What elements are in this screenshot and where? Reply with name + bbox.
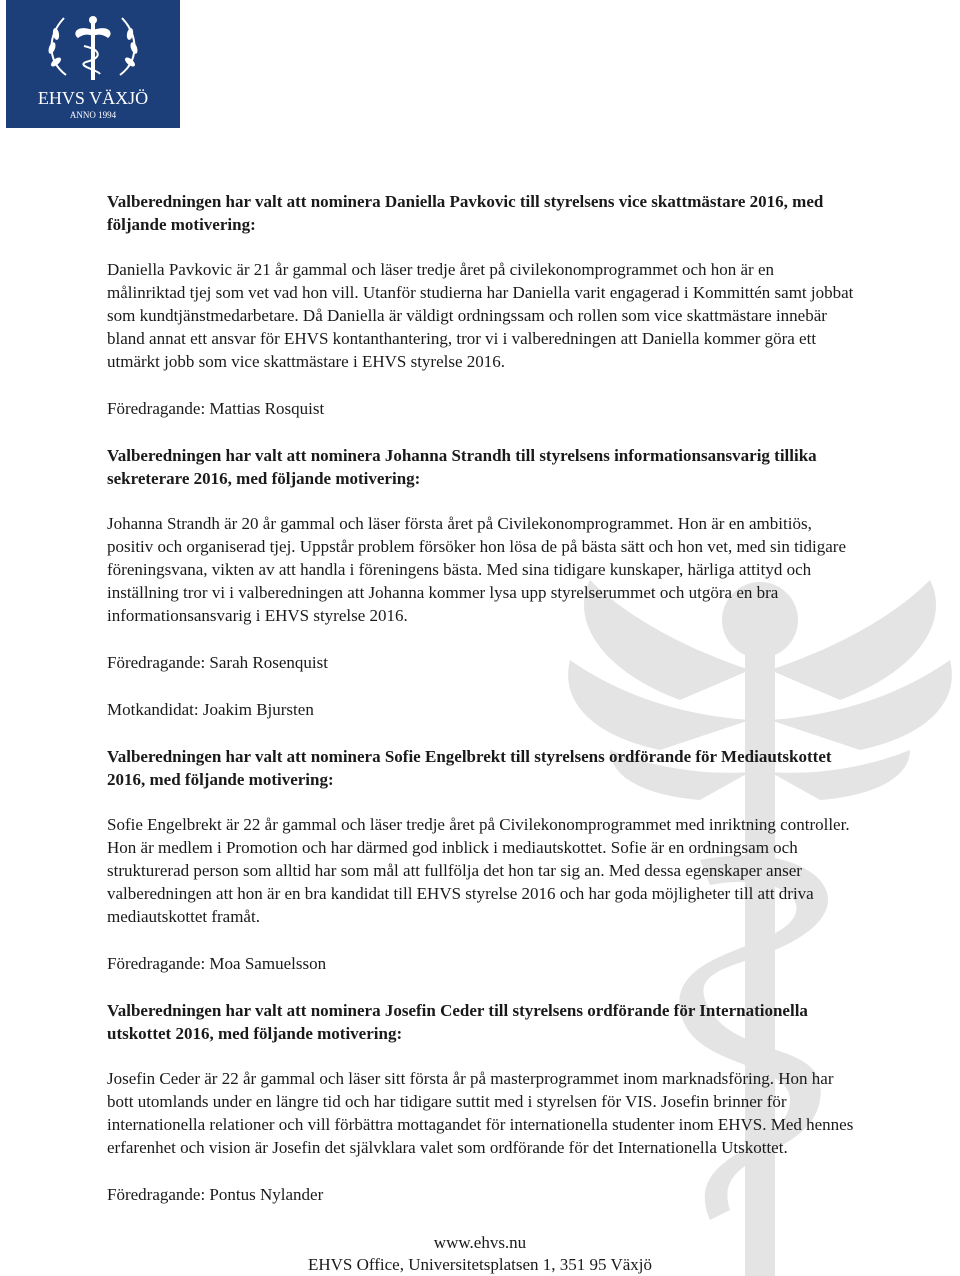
presenter-line: Föredragande: Moa Samuelsson bbox=[107, 954, 327, 973]
nomination-heading: Valberedningen har valt att nominera Johanna Strandh till styrelsens informationsansvarig tillika sekreterare 2016, med följande motivering: bbox=[107, 446, 817, 488]
logo-name: EHVS VÄXJÖ bbox=[37, 88, 149, 108]
footer-website-link[interactable]: www.ehvs.nu bbox=[433, 1233, 527, 1252]
logo-tagline: ANNO 1994 bbox=[69, 110, 117, 120]
ehvs-logo bbox=[6, 0, 180, 128]
counter-candidate-line: Motkandidat: Joakim Bjursten bbox=[107, 700, 314, 719]
footer-address: EHVS Office, Universitetsplatsen 1, 351 95 Växjö bbox=[307, 1255, 653, 1274]
nomination-motivation: Daniella Pavkovic är 21 år gammal och läser tredje året på civilekonomprogrammet och hon är en målinriktad tjej som vet vad hon vill. Utanför studierna har Daniella varit engagerad i Kommittén samt jobbat som kundtjänstmedarbetare. Då Daniella är väldigt ordningssam och rollen som vice skattmästare innebär bland annat ett ansvar för EHVS kontanthantering, tror vi i valberedningen att Daniella kommer göra ett utmärkt jobb som vice skattmästare i EHVS styrelse 2016. bbox=[107, 260, 854, 371]
nomination-motivation: Josefin Ceder är 22 år gammal och läser sitt första år på masterprogrammet inom marknadsföring. Hon har bott utomlands under en längre tid och har tidigare suttit med i styrelsen för VIS. Josefin brinner för internationella relationer och vill förbättra mottagandet för internationella studenter inom EHVS. Med hennes erfarenhet och vision är Josefin det självklara valet som ordförande för det Internationella Utskottet. bbox=[107, 1069, 854, 1157]
presenter-line: Föredragande: Pontus Nylander bbox=[107, 1185, 324, 1204]
nomination-heading: Valberedningen har valt att nominera Sofie Engelbrekt till styrelsens ordförande för Mediautskottet 2016, med följande motivering: bbox=[107, 747, 832, 789]
nomination-section bbox=[107, 444, 855, 721]
document-body bbox=[107, 190, 855, 1230]
presenter-line: Föredragande: Mattias Rosquist bbox=[107, 399, 325, 418]
nomination-motivation: Sofie Engelbrekt är 22 år gammal och läser tredje året på Civilekonomprogrammet med inriktning controller. Hon är medlem i Promotion och har därmed god inblick i mediautskottet. Sofie är en ordningsam och strukturerad person som alltid har som mål att fullfölja det hon tar sig an. Med dessa egenskaper anser valberedningen att hon är en bra kandidat till EHVS styrelse 2016 och har goda möjligheter till att driva mediautskottet framåt. bbox=[107, 815, 850, 926]
laurel-caduceus-logo-icon bbox=[6, 0, 180, 128]
nomination-heading: Valberedningen har valt att nominera Josefin Ceder till styrelsens ordförande för Internationella utskottet 2016, med följande motivering: bbox=[107, 1001, 808, 1043]
nomination-motivation: Johanna Strandh är 20 år gammal och läser första året på Civilekonomprogrammet. Hon är en ambitiös, positiv och organiserad tjej. Uppstår problem försöker hon lösa de på bästa sätt och hon vet, med sin tidigare föreningsvana, vikten av att handla i föreningens bästa. Med sina tidigare kunskaper, härliga attityd och inställning tror vi i valberedningen att Johanna kommer lysa upp styrelserummet och utgöra en bra informationsansvarig i EHVS styrelse 2016. bbox=[107, 514, 847, 625]
nomination-section bbox=[107, 190, 855, 420]
nomination-heading: Valberedningen har valt att nominera Daniella Pavkovic till styrelsens vice skattmästare 2016, med följande motivering: bbox=[107, 192, 824, 234]
nomination-section bbox=[107, 999, 855, 1206]
nomination-section bbox=[107, 745, 855, 975]
presenter-line: Föredragande: Sarah Rosenquist bbox=[107, 653, 328, 672]
